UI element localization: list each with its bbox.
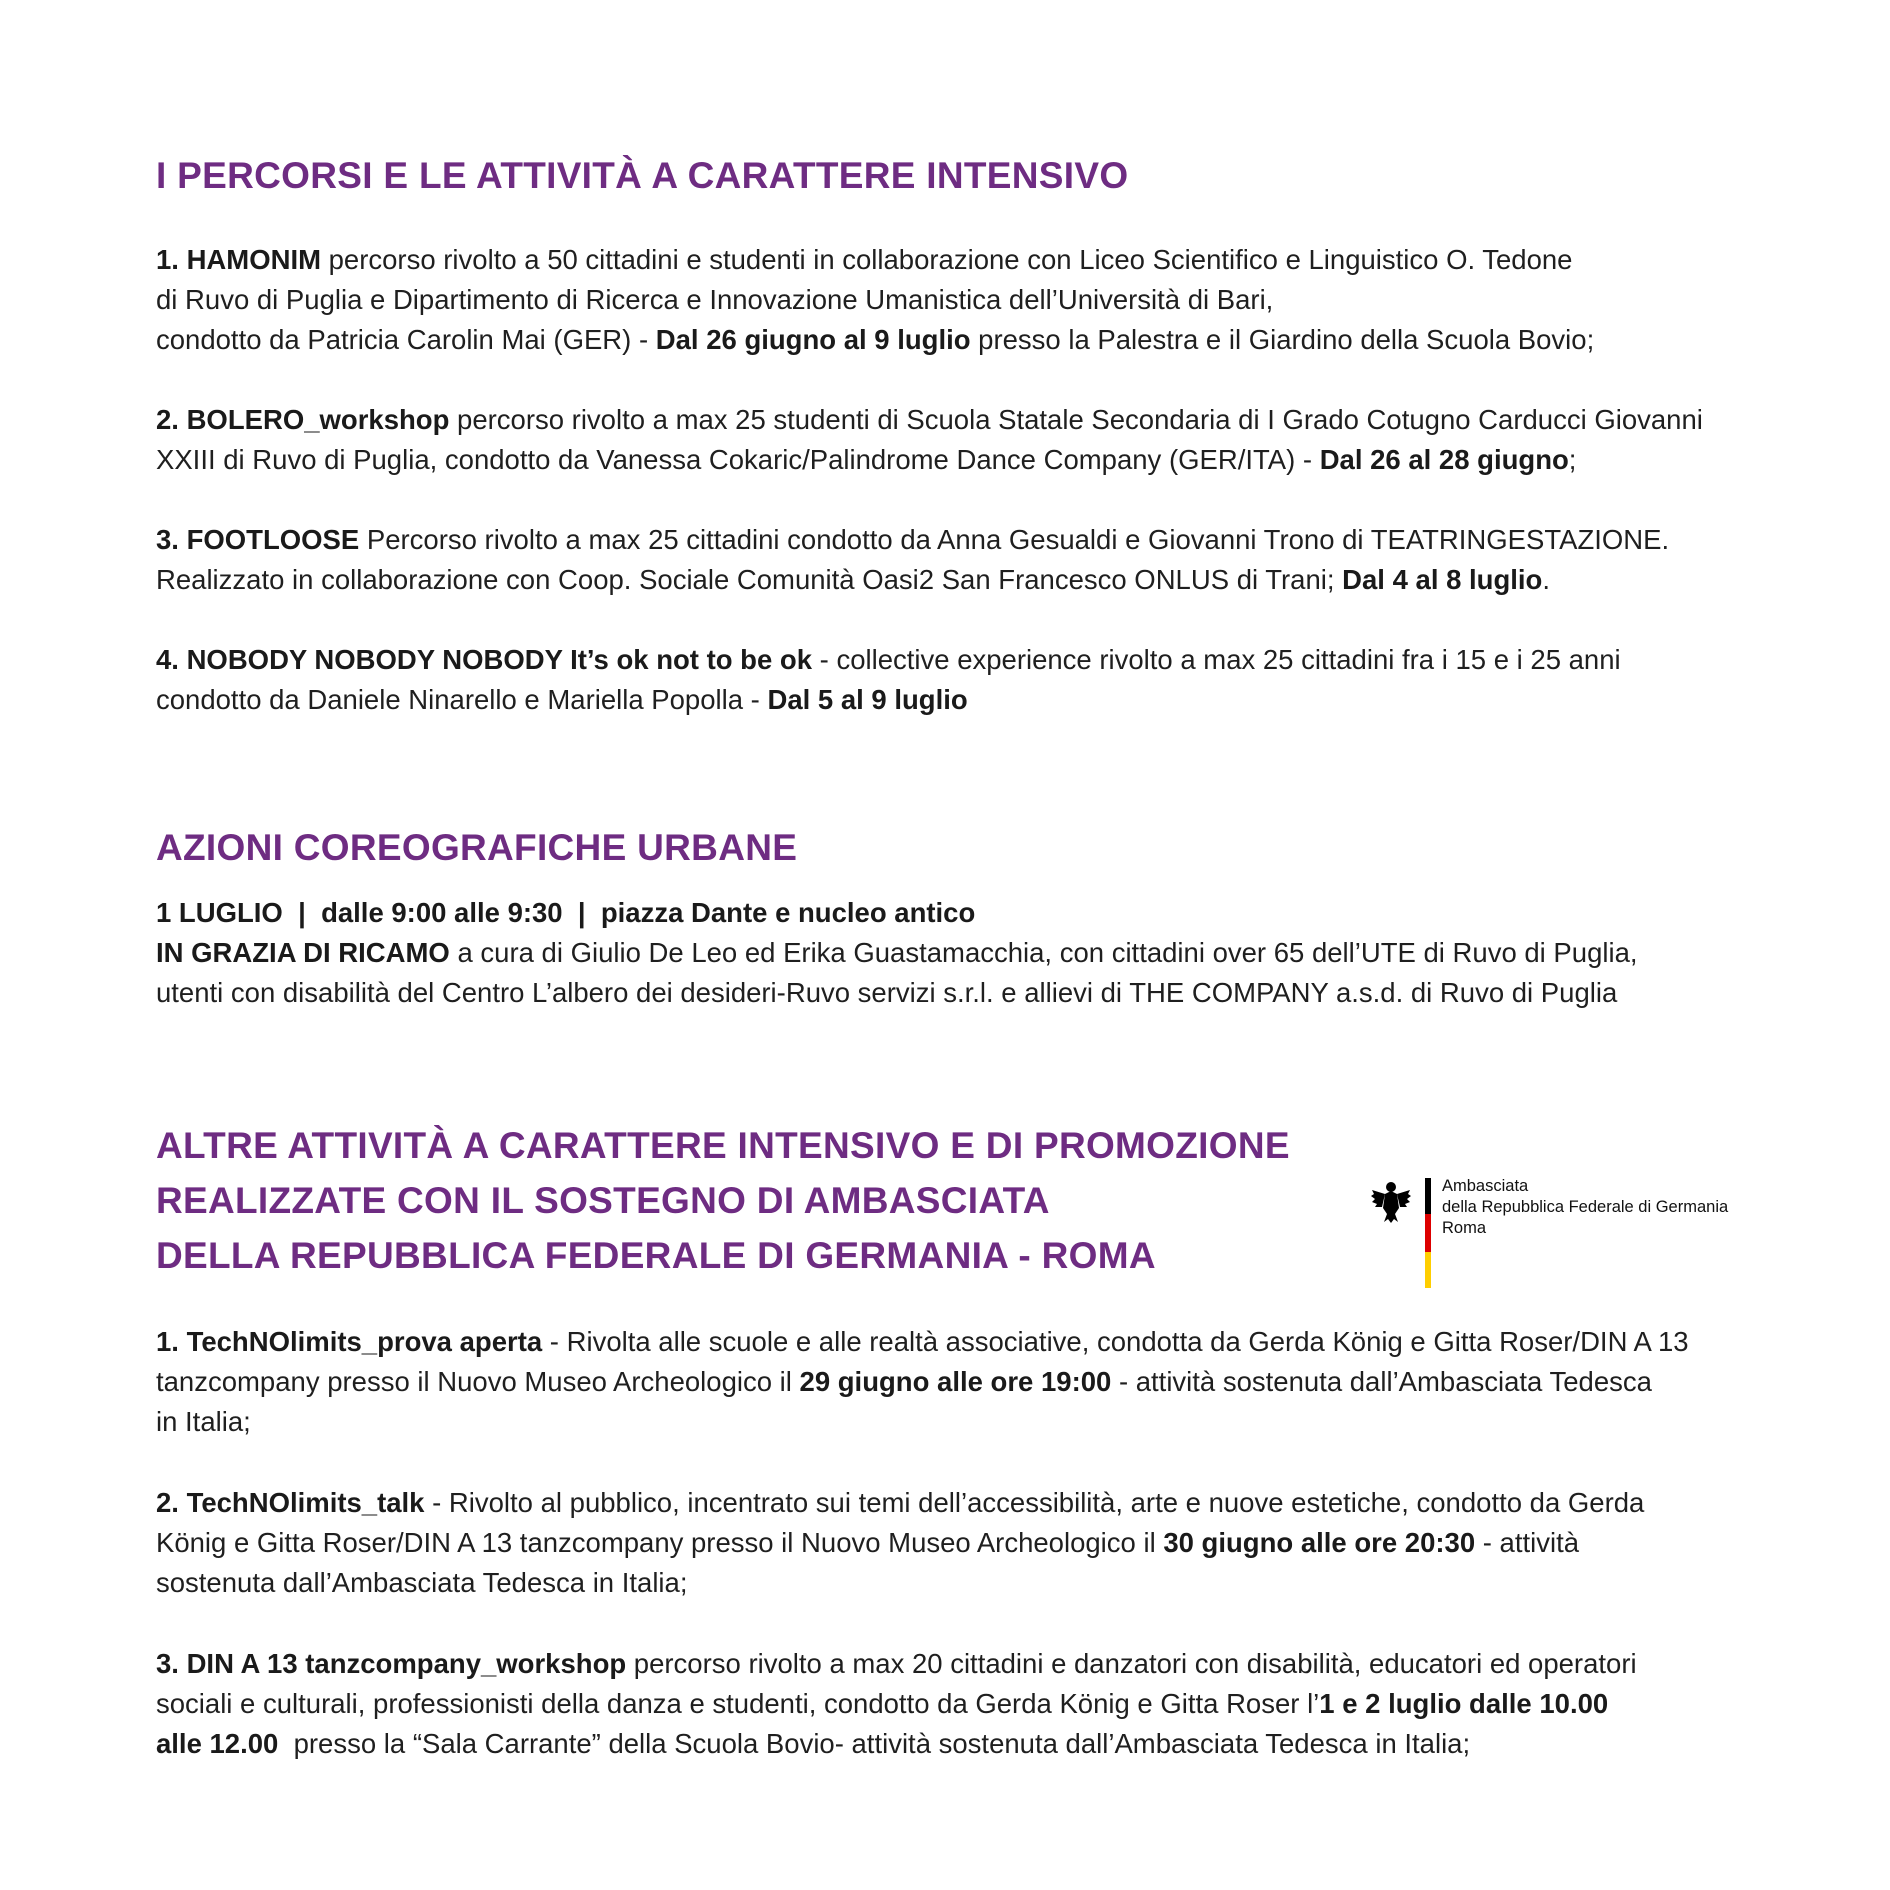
item-technolimits-prova [156,1322,1766,1442]
item-desc: presso la “Sala Carrante” della Scuola Bovio- attività sostenuta dall’Ambasciata Tedesca in Italia; [278,1728,1471,1759]
event-line [156,893,1766,933]
embassy-line: della Repubblica Federale di Germania [1442,1198,1729,1216]
item-date: 1 e 2 luglio dalle 10.00 [1319,1688,1609,1719]
item-footloose [156,520,1766,600]
section-title-azioni: AZIONI COREOGRAFICHE URBANE [156,827,798,868]
item-desc: XXIII di Ruvo di Puglia, condotto da Vanessa Cokaric/Palindrome Dance Company (GER/ITA) - [156,444,1320,475]
item-lead: 1. HAMONIM [156,244,321,275]
item-text: sostenuta dall’Ambasciata Tedesca in Italia; [156,1567,688,1598]
item-text [156,440,1766,480]
item-date: Dal 26 al 28 giugno [1319,444,1569,475]
item-desc: König e Gitta Roser/DIN A 13 tanzcompany presso il Nuovo Museo Archeologico il [156,1527,1164,1558]
item-date: 29 giugno alle ore 19:00 [799,1366,1112,1397]
item-desc: - collective experience rivolto a max 25 cittadini fra i 15 e i 25 anni [812,644,1621,675]
item-date: Dal 5 al 9 luglio [767,684,968,715]
item-desc: ; [1568,444,1577,475]
item-text [156,680,1766,720]
item-text [156,1644,1766,1684]
item-desc: presso la Palestra e il Giardino della Scuola Bovio; [970,324,1595,355]
item-date: Dal 26 giugno al 9 luglio [655,324,971,355]
item-desc: percorso rivolto a 50 cittadini e studenti in collaborazione con Liceo Scientifico e Linguistico O. Tedone [321,244,1573,275]
item-desc: - Rivolta alle scuole e alle realtà associative, condotta da Gerda König e Gitta Roser/DIN A 13 [542,1326,1689,1357]
embassy-name [1442,1176,1728,1239]
item-nobody [156,640,1766,720]
item-date: 30 giugno alle ore 20:30 [1163,1527,1476,1558]
item-text: di Ruvo di Puglia e Dipartimento di Ricerca e Innovazione Umanistica dell’Università di Bari, [156,284,1274,315]
item-desc: Realizzato in collaborazione con Coop. Sociale Comunità Oasi2 San Francesco ONLUS di Trani; [156,564,1343,595]
item-lead: 3. DIN A 13 tanzcompany_workshop [156,1648,627,1679]
item-date: Dal 4 al 8 luglio [1342,564,1543,595]
item-desc: tanzcompany presso il Nuovo Museo Archeologico il [156,1366,800,1397]
item-text: in Italia; [156,1406,251,1437]
section-title-line: DELLA REPUBBLICA FEDERALE DI GERMANIA - ROMA [156,1235,1156,1276]
section-title-altre-attivita [156,1118,1290,1283]
embassy-logo [1370,1178,1770,1290]
item-text: utenti con disabilità del Centro L’albero dei desideri-Ruvo servizi s.r.l. e allievi di THE COMPANY a.s.d. di Ruvo di Puglia [156,977,1618,1008]
item-text [156,1684,1766,1724]
embassy-line: Roma [1442,1219,1487,1237]
item-lead: 1. TechNOlimits_prova aperta [156,1326,543,1357]
item-din-a13-workshop [156,1644,1766,1764]
item-text [156,640,1766,680]
item-technolimits-talk [156,1483,1766,1603]
item-desc: - attività [1475,1527,1580,1558]
item-text [156,560,1766,600]
item-desc: percorso rivolto a max 20 cittadini e danzatori con disabilità, educatori ed operatori [626,1648,1637,1679]
item-lead: 3. FOOTLOOSE [156,524,360,555]
item-text [156,320,1766,360]
item-desc: a cura di Giulio De Leo ed Erika Guastamacchia, con cittadini over 65 dell’UTE di Ruvo di Puglia, [449,937,1638,968]
item-lead: 2. BOLERO_workshop [156,404,450,435]
section-title-line: REALIZZATE CON IL SOSTEGNO DI AMBASCIATA [156,1180,1050,1221]
item-desc: - attività sostenuta dall’Ambasciata Tedesca [1111,1366,1652,1397]
item-date: alle 12.00 [156,1728,279,1759]
item-desc: percorso rivolto a max 25 studenti di Scuola Statale Secondaria di I Grado Cotugno Carducci Giovanni [449,404,1703,435]
item-lead: IN GRAZIA DI RICAMO [156,937,450,968]
item-desc: - Rivolto al pubblico, incentrato sui temi dell’accessibilità, arte e nuove estetiche, condotto da Gerda [424,1487,1645,1518]
section-title-line: ALTRE ATTIVITÀ A CARATTERE INTENSIVO E DI PROMOZIONE [156,1125,1290,1166]
item-text [156,400,1766,440]
item-desc: Percorso rivolto a max 25 cittadini condotto da Anna Gesualdi e Giovanni Trono di TEATRINGESTAZIONE. [359,524,1670,555]
item-desc: . [1542,564,1550,595]
item-text [156,1322,1766,1362]
federal-eagle-icon [1370,1178,1412,1224]
item-lead: 4. NOBODY NOBODY NOBODY It’s ok not to be ok [156,644,813,675]
flag-stripe-red [1425,1214,1431,1251]
item-text [156,240,1766,280]
event-date-place: 1 LUGLIO | dalle 9:00 alle 9:30 | piazza Dante e nucleo antico [156,897,976,928]
german-flag-bar [1425,1178,1431,1288]
item-desc: condotto da Patricia Carolin Mai (GER) - [156,324,656,355]
flag-stripe-black [1425,1178,1431,1214]
item-lead: 2. TechNOlimits_talk [156,1487,425,1518]
flag-stripe-gold [1425,1252,1431,1288]
item-hamonim [156,240,1766,360]
section-title-percorsi: I PERCORSI E LE ATTIVITÀ A CARATTERE INTENSIVO [156,155,1129,196]
item-text [156,1523,1766,1563]
item-desc: condotto da Daniele Ninarello e Mariella Popolla - [156,684,768,715]
item-text [156,1724,1766,1764]
item-bolero [156,400,1766,480]
item-desc: sociali e culturali, professionisti della danza e studenti, condotto da Gerda König e Gitta Roser l’ [156,1688,1320,1719]
item-text [156,520,1766,560]
item-in-grazia-di-ricamo [156,893,1766,1013]
embassy-line: Ambasciata [1442,1177,1529,1195]
item-text [156,933,1766,973]
item-text [156,1483,1766,1523]
item-text [156,1362,1766,1402]
